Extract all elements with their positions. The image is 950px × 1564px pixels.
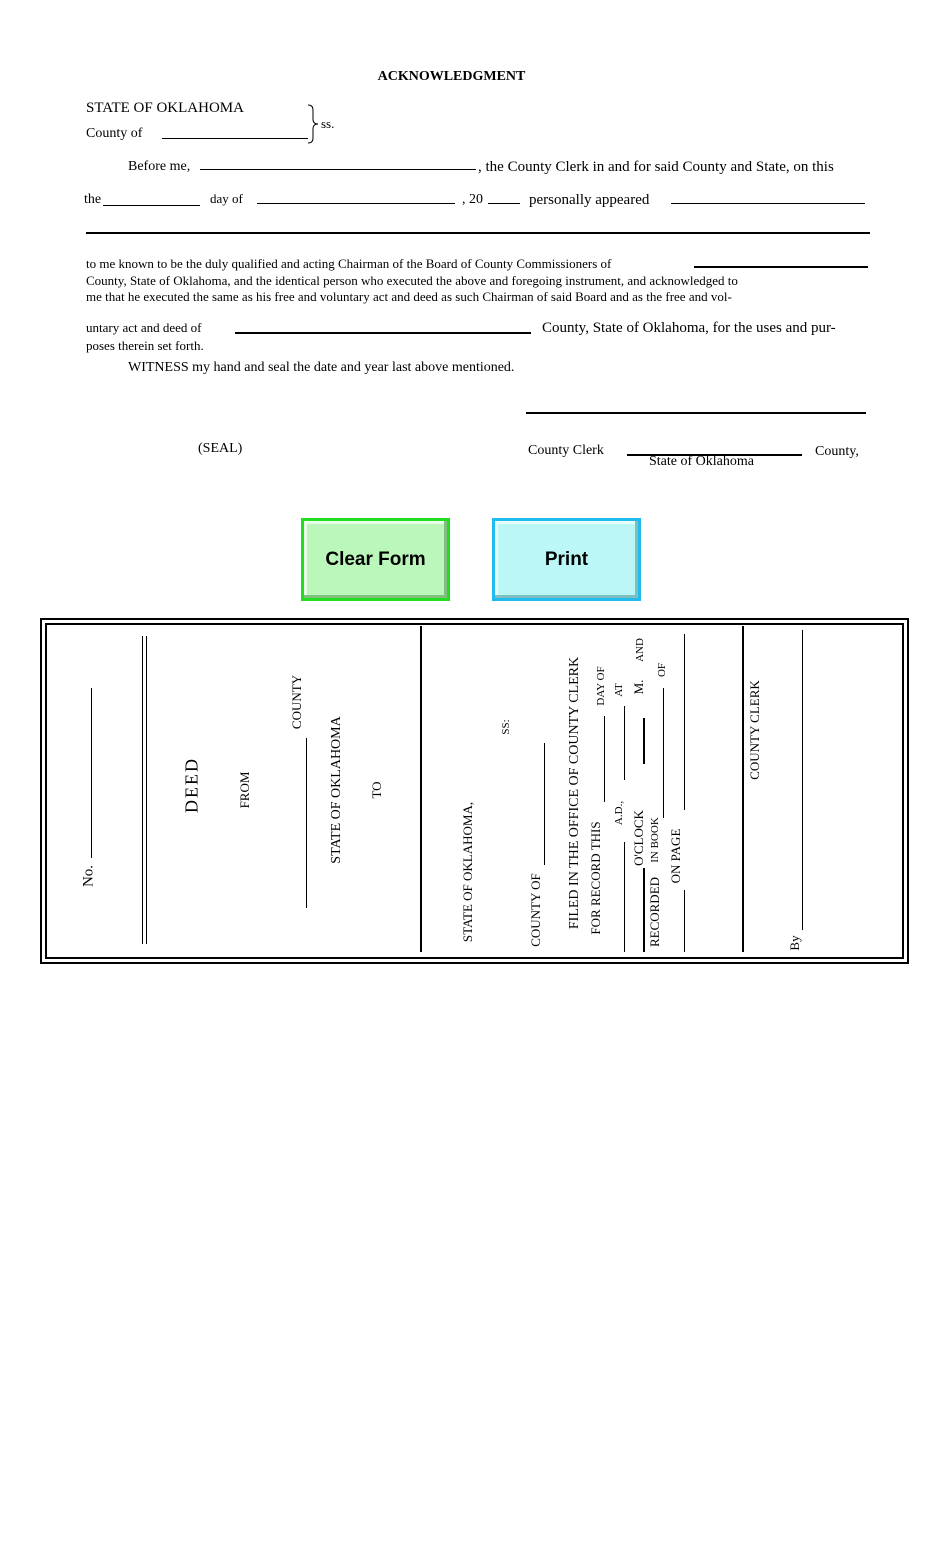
county-label: County of [86,126,143,141]
book-line [663,688,664,818]
county-comma-label: County, [815,444,859,459]
divider-2 [420,626,422,952]
divider-3 [742,626,744,952]
county-clerk-back: COUNTY CLERK [747,680,762,780]
witness-text: WITNESS my hand and seal the date and year last above mentioned. [128,360,515,375]
page-line-top [684,634,685,810]
clerk-clause: , the County Clerk in and for said County and State, on this [478,159,834,175]
county-label-back: COUNTY [289,674,304,730]
oclock-label: O'CLOCK [631,810,646,866]
print-button[interactable]: Print [492,518,641,601]
state-of-oklahoma-label: State of Oklahoma [649,454,754,469]
the-label: the [84,192,102,207]
m-label: M. [631,679,646,695]
personally-appeared-label: personally appeared [529,192,650,208]
no-label: No. [80,864,97,888]
state-ok-comma: STATE OF OKLAHOMA, [460,801,475,943]
county-name-line [306,738,307,908]
brace-icon [306,104,320,144]
m-line [643,718,645,764]
poses-text: poses therein set forth. [86,338,204,353]
divider-double-2 [146,636,147,944]
state-label: STATE OF OKLAHOMA [86,100,244,116]
no-line [91,688,92,858]
recorded-line [643,868,645,952]
deed-label: DEED [181,757,202,813]
board-county-input[interactable] [694,252,868,268]
para-line-2: County, State of Oklahoma, and the identical person who executed the above and foregoing instrument, and acknowledged to [86,273,738,288]
county-of-line [544,743,545,865]
para-line-3: me that he executed the same as his free and voluntary act and deed as such Chairman of said Board and as the free and vol- [86,289,732,304]
signature-input[interactable] [526,398,866,414]
known-text: to me known to be the duly qualified and acting Chairman of the Board of County Commissioners of [86,256,612,271]
ack-title: ACKNOWLEDGMENT [377,69,526,84]
day-input[interactable] [103,191,200,206]
for-record-label: FOR RECORD THIS [588,821,603,935]
ad-line [624,706,625,780]
ss-label: ss. [321,116,335,131]
by-label: By [787,935,802,951]
recorded-label: RECORDED [647,876,662,948]
at-label: AT [613,683,625,697]
month-input[interactable] [257,189,455,204]
untary-label: untary act and deed of [86,320,202,335]
ad-label: A.D., [613,800,625,826]
ss-back: SS: [500,719,512,735]
of-label: OF [656,662,668,678]
in-book-label: IN BOOK [649,817,661,863]
filed-label: FILED IN THE OFFICE OF COUNTY CLERK [567,656,582,930]
before-me-input[interactable] [200,155,476,170]
from-label: FROM [237,771,252,809]
appeared-input[interactable] [671,189,865,204]
county-of-back: COUNTY OF [528,873,543,947]
deed-of-input[interactable] [235,318,531,334]
before-me-label: Before me, [128,159,191,174]
year-prefix: , 20 [462,192,483,207]
year-input[interactable] [488,189,520,204]
on-page-label: ON PAGE [668,828,683,884]
day-of-label: day of [210,191,243,206]
county-uses-text: County, State of Oklahoma, for the uses and pur- [542,320,836,336]
by-line [802,630,803,930]
clear-form-button[interactable]: Clear Form [301,518,450,601]
divider-double-1 [142,636,143,944]
page-line-bottom [684,890,685,952]
and-label: AND [634,638,646,662]
county-input[interactable] [162,124,308,139]
state-of-oklahoma-back: STATE OF OKLAHOMA [329,716,344,864]
seal-label: (SEAL) [198,441,243,456]
for-record-line [604,716,605,802]
to-label: TO [369,781,384,799]
appeared-name-input[interactable] [86,218,870,234]
year-line [624,842,625,952]
day-of-back: DAY OF [595,666,607,706]
county-clerk-label: County Clerk [528,443,604,458]
